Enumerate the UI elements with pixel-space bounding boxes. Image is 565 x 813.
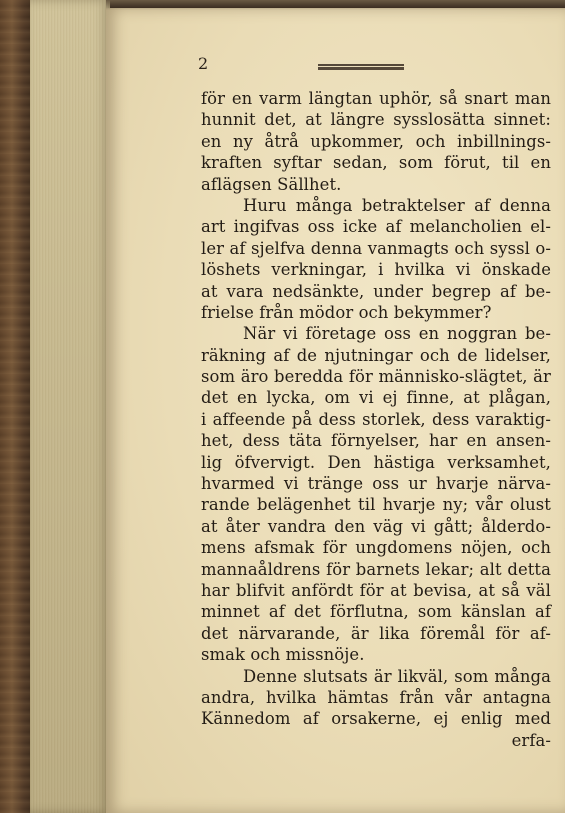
text-line: det en lycka, om vi ej finne, at plågan, [201,388,551,408]
page-edges-stack [30,0,110,813]
text-line: at vara nedsänkte, under begrep af be- [201,281,551,301]
text-line: för en varm längtan uphör, så snart man [201,89,551,108]
book-spine-edge [0,0,32,813]
text-line: lig öfvervigt. Den hästiga verksamhet, [201,452,551,472]
text-line: erfa- [511,730,551,750]
page-body-text [201,88,551,751]
text-line: at åter vandra den väg vi gått; ålderdo- [201,516,551,536]
text-line: art ingifvas oss icke af melancholien el- [201,217,551,237]
text-line: rande belägenhet til hvarje ny; vår olust [201,495,551,515]
text-line: en ny åtrå upkommer, och inbillnings- [201,131,551,151]
text-line: frielse från mödor och bekymmer? [201,302,492,322]
text-line: som äro beredda för människo-slägtet, är [201,367,551,387]
text-line: löshets verkningar, i hvilka vi önskade [201,260,551,280]
text-line: kraften syftar sedan, som förut, til en [201,153,551,173]
text-line: aflägsen Sällhet. [201,174,342,194]
page-number: 2 [198,54,209,73]
text-line: minnet af det förflutna, som känslan af [201,602,551,622]
text-line: mannaåldrens för barnets lekar; alt detta [201,559,551,579]
page-top-shadow [106,0,565,10]
text-line: har blifvit anfördt för at bevisa, at så väl [201,580,551,600]
text-line: När vi företage oss en noggran be- [243,324,551,344]
text-line: i affeende på dess storlek, dess varaktig- [201,409,551,429]
text-line: Denne slutsats är likväl, som många [243,666,551,686]
text-line: hunnit det, at längre sysslosätta sinnet: [201,110,551,130]
text-line: andra, hvilka hämtas från vår antagna [201,687,551,707]
text-line: det närvarande, är lika föremål för af- [201,623,551,643]
text-line: Huru många betraktelser af denna [243,195,551,215]
text-line: räkning af de njutningar och de lidelser, [201,345,551,365]
header-ornament-rule [318,64,404,70]
text-line: mens afsmak för ungdomens nöjen, och [201,538,551,558]
text-line: hvarmed vi tränge oss ur hvarje närva- [201,474,551,494]
text-line: ler af sjelfva denna vanmagts och syssl o- [201,238,551,258]
text-line: Kännedom af orsakerne, ej enlig med [201,709,551,729]
text-line: het, dess täta förnyelser, har en ansen- [201,431,551,451]
text-line: smak och missnöje. [201,645,365,665]
